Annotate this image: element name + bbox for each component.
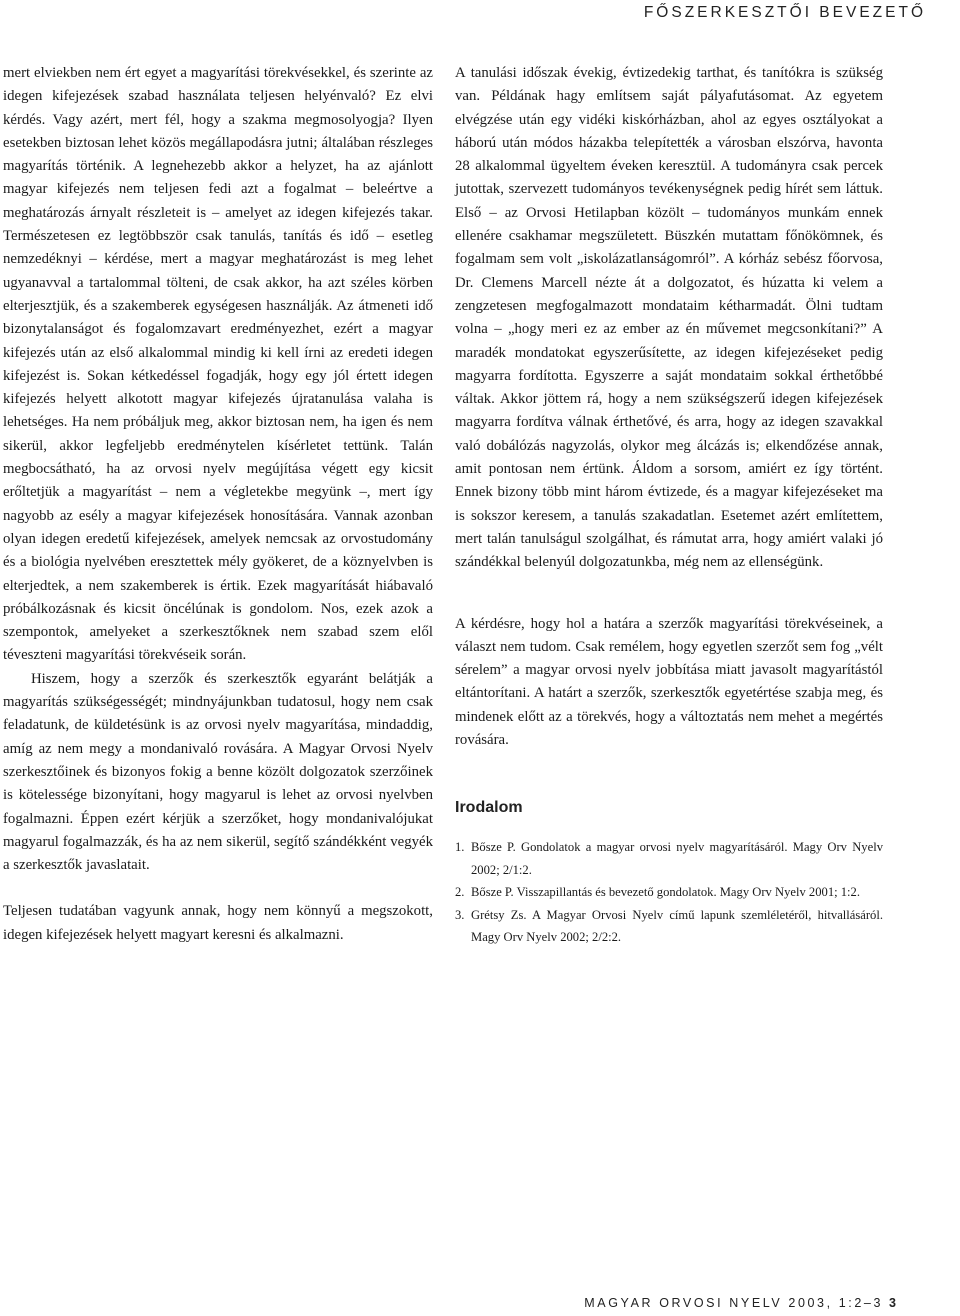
- reference-number: 3.: [455, 907, 465, 922]
- left-column: [3, 62, 433, 947]
- body-paragraph: A tanulási időszak évekig, évtizedekig tarthat, és tanítókra is szükség van. Példának hagy említsem saját pályafutásomat. Az egyetem elvégzése után egy vidéki kiskórházban, ahol az egyes osztályokat a háború után módos házakba telepítették a városban elszórva, havonta 28 alkalommal ügyeltem éveken keresztül. A tudományra csak percek jutottak, szervezett tudományos tevékenységnek pedig hírét sem láttuk. Első – az Orvosi Hetilapban közölt – tudományos munkám ennek ellenére csakhamar megszületett. Büszkén mutattam főnökömnek, és fogalmam sem volt „iskolázatlanságomról”. A kórház sebész főorvosa, Dr. Clemens Marcell nézte át a dolgozatot, és húzatta ki velem a zengzetesen megfogalmazott mondataim kétharmadát. Ölni tudtam volna – „hogy meri ez az ember az én művemet megcsonkítani?” A maradék mondatokat egyszerűsítette, az idegen kifejezéseket pedig magyarra fordította. Egyszerre a saját mondataim sokkal érthetőbbé váltak. Akkor jöttem rá, hogy a nem szükségszerű idegen kifejezések magyarra fordítva válnak érthetővé, és arra, hogy az idegen szavakkal való dobálózás nagyzolás, olykor meg álcázás is; elkendőzése annak, amit pontosan nem értünk. Áldom a sorsom, amiért ez így történt. Ennek bizony több mint három évtizede, és a magyar kifejezéseket ma is sokszor keresem, a tanulás szakadatlan. Esetemet azért említettem, mert talán tanulságul szolgálhat, és rámutat arra, hogy amiért valaki jó szándékkal belenyúl dolgozatunkba, még nem az ellenségünk.: [455, 65, 883, 571]
- reference-text: Bősze P. Visszapillantás és bevezető gondolatok. Magy Orv Nyelv 2001; 1:2.: [471, 885, 861, 900]
- journal-citation: MAGYAR ORVOSI NYELV 2003, 1:2–3: [584, 1296, 884, 1310]
- right-column: [455, 62, 883, 949]
- body-paragraph: A kérdésre, hogy hol a határa a szerzők magyarítási törekvéseinek, a választ nem tudom. Csak remélem, hogy egyetlen szerzőt sem fog „vélt sérelem” a magyar orvosi nyelv jobbítása miatt javasolt magyarítástól eltántorítani. A határt a szerzők, szerkesztők egyetértése szabja meg, és mindenek előtt az a törekvés, hogy a változtatás nem mehet a megértés rovására.: [455, 615, 883, 749]
- body-paragraph: Hiszem, hogy a szerzők és szerkesztők egyaránt belátják a magyarítás szükségességét; mindnyájunkban tudatosul, hogy nem csak feladatunk, de küldetésünk is az orvosi nyelv magyarítása, mindaddig, amíg az nem megy a mondanivaló rovására. A Magyar Orvosi Nyelv szerkesztőinek és bizonyos fokig a benne közölt dolgozatok szerzőinek is kötelessége bizonyítani, hogy magyarul is lehet az orvosi nyelvben fogalmazni. Éppen ezért kérjük a szerzőket, hogy mondanivalójukat magyarul fogalmazzák, és ha az nem sikerül, segítő szándékként vegyék a szerkesztők javaslatait.: [3, 670, 433, 874]
- reference-number: 1.: [455, 840, 465, 855]
- reference-text: Grétsy Zs. A Magyar Orvosi Nyelv című lapunk szemléletéről, hitvallásáról. Magy Orv Nyelv 2002; 2/2:2.: [471, 907, 883, 945]
- reference-text: Bősze P. Gondolatok a magyar orvosi nyelv magyarításáról. Magy Orv Nyelv 2002; 2/1:2.: [471, 840, 883, 877]
- page-number: 3: [889, 1296, 896, 1310]
- reference-item: [455, 881, 883, 904]
- reference-number: 2.: [455, 885, 465, 900]
- body-paragraph: mert elviekben nem ért egyet a magyarítási törekvésekkel, és szerinte az idegen kifejezések szabad használata teljesen helyénvaló? Ez elvi kérdés. Vagy azért, mert fél, hogy a szakma megmosolyogja? Ilyen esetekben biztosan lehet közös megállapodásra jutni; általában részleges magyarítás történik. A legnehezebb akkor a helyzet, ha az ajánlott magyar kifejezés nem teljesen fedi azt a fogalmat – beleértve a meghatározás árnyalt részleteit is – amelyet az idegen kifejezés takar. Természetesen ez legtöbbször csak tanulás, tanítás és idő – esetleg nemzedéknyi – kérdése, mert a magyar meghatározást is meg lehet ugyanavval a tartalommal tölteni, de csak akkor, ha azt széles körben elterjesztjük, és a szakemberek egységesen használják. Az átmeneti idő bizonytalanságot és fogalomzavart eredményezhet, ezért a magyar kifejezés után az első alkalommal mindig ki kell írni az eredeti idegen kifejezést is. Sokan kétkedéssel fogadják, hogy egy jól értett idegen kifejezés helyett alkotott magyar kifejezés újratanulása valaha is lehetséges. Ha nem próbáljuk meg, akkor biztosan nem, ha igen és nem sikerül, akkor legfeljebb eredménytelen kísérletet tettünk. Talán megbocsátható, ha az orvosi nyelv megújítása végett egy kicsit erőltetjük a magyarítást – nem a végletekbe megyünk –, mert így nagyobb az esély a magyar kifejezések honosítására. Vannak azonban olyan idegen eredetű kifejezések, amelyek nemcsak az orvostudomány és a biológia nyelvében eresztettek mély gyökeret, de a köznyelvben is elterjedtek, a nem szakemberek is értik. Ezek magyarítását hiábavaló próbálkozásnak és kicsit öncélúnak is gondolom. Nos, ezek azok a szempontok, amelyeket a szerkesztőknek nem szabad szem elől téveszteni magyarítási törekvéseik során.: [3, 65, 433, 664]
- reference-item: [455, 836, 883, 881]
- reference-item: [455, 904, 883, 949]
- section-header: FŐSZERKESZTŐI BEVEZETŐ: [643, 4, 926, 21]
- references-heading: Irodalom: [455, 799, 523, 817]
- reference-list: [455, 836, 883, 949]
- body-paragraph: Teljesen tudatában vagyunk annak, hogy nem könnyű a megszokott, idegen kifejezések helyett magyart keresni és alkalmazni.: [3, 903, 433, 943]
- page-footer: [584, 1296, 896, 1310]
